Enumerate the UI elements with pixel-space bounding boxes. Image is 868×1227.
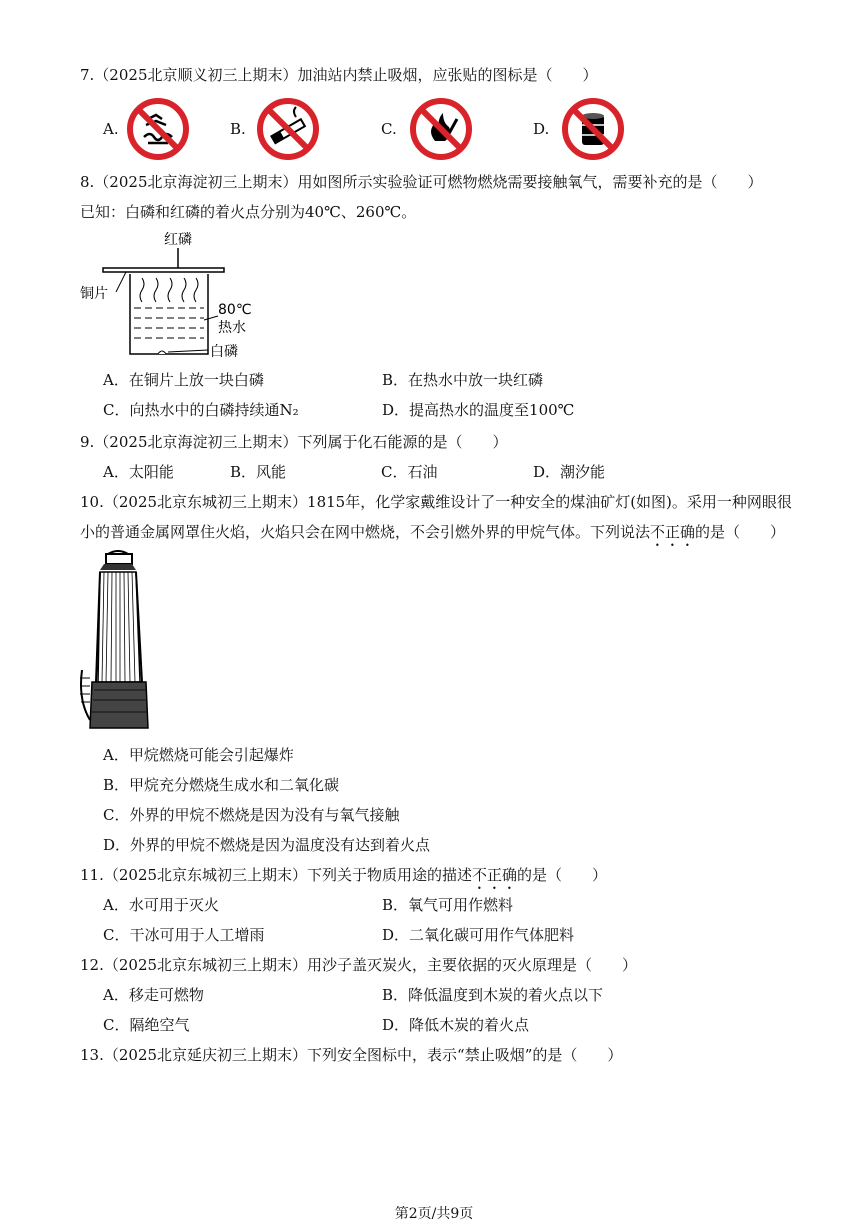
q9-option-c: C．石油 [381, 463, 438, 481]
q7-option-a-label: A. [103, 120, 119, 138]
q7-stem: 7.（2025北京顺义初三上期末）加油站内禁止吸烟，应张贴的图标是（ ） [80, 66, 598, 84]
q10-emphasis-not-correct: 不正确 [650, 523, 696, 541]
figure-label-hot-water: 热水 [218, 320, 246, 336]
figure-label-temperature: 80℃ [218, 302, 252, 318]
q7-option-b-label: B. [230, 120, 246, 138]
no-smoking-sign-icon [256, 97, 320, 161]
q8-option-a: A．在铜片上放一块白磷 [103, 371, 264, 389]
q9-option-b: B．风能 [230, 463, 287, 481]
q8-option-c: C．向热水中的白磷持续通N₂ [103, 401, 299, 419]
q8-known: 已知：白磷和红磷的着火点分别为40℃、260℃。 [80, 203, 417, 221]
q11-option-d: D．二氧化碳可用作气体肥料 [382, 926, 575, 944]
q7-option-d-label: D. [533, 120, 550, 138]
q9-option-a: A．太阳能 [103, 463, 174, 481]
no-stacking-sign-icon [561, 97, 625, 161]
q10-option-d: D．外界的甲烷不燃烧是因为温度没有达到着火点 [103, 836, 431, 854]
q11-stem-part-3: 的是（ ） [517, 866, 608, 884]
q10-stem-part-3: 的是（ ） [695, 523, 786, 541]
q8-option-b: B．在热水中放一块红磷 [382, 371, 544, 389]
q7-option-c-label: C. [381, 120, 397, 138]
figure-label-red-phosphorus: 红磷 [164, 232, 192, 248]
q11-emphasis-not-correct: 不正确 [472, 866, 518, 884]
q11-stem-part-1: 11.（2025北京东城初三上期末）下列关于物质用途的描述 [80, 866, 473, 884]
q12-option-c: C．隔绝空气 [103, 1016, 190, 1034]
q12-option-d: D．降低木炭的着火点 [382, 1016, 530, 1034]
figure-label-white-phosphorus: 白磷 [210, 344, 238, 360]
q10-stem-part-1: 小的普通金属网罩住火焰，火焰只会在网中燃烧，不会引燃外界的甲烷气体。下列说法 [80, 523, 651, 541]
davy-safety-lamp-figure [78, 550, 158, 732]
q9-option-d: D．潮汐能 [533, 463, 606, 481]
q10-stem-line-1: 10.（2025北京东城初三上期末）1815年，化学家戴维设计了一种安全的煤油矿灯(如图)。采用一种网眼很 [80, 493, 792, 511]
combustion-experiment-figure [78, 228, 278, 362]
q10-stem-line-2 [80, 522, 785, 550]
q11-option-c: C．干冰可用于人工增雨 [103, 926, 265, 944]
page-number-footer: 第2页/共9页 [394, 1206, 474, 1222]
figure-label-copper-sheet: 铜片 [80, 286, 108, 302]
no-fire-flammable-sign-icon [126, 97, 190, 161]
q10-option-c: C．外界的甲烷不燃烧是因为没有与氧气接触 [103, 806, 400, 824]
q11-option-a: A．水可用于灭火 [103, 896, 219, 914]
q8-option-d: D．提高热水的温度至100℃ [382, 401, 575, 419]
q12-option-a: A．移走可燃物 [103, 986, 204, 1004]
q11-option-b: B．氧气可用作燃料 [382, 896, 514, 914]
q10-option-a: A．甲烷燃烧可能会引起爆炸 [103, 746, 294, 764]
q13-stem: 13.（2025北京延庆初三上期末）下列安全图标中，表示“禁止吸烟”的是（ ） [80, 1046, 623, 1064]
q11-stem [80, 865, 607, 893]
q9-stem: 9.（2025北京海淀初三上期末）下列属于化石能源的是（ ） [80, 433, 508, 451]
q12-stem: 12.（2025北京东城初三上期末）用沙子盖灭炭火，主要依据的灭火原理是（ ） [80, 956, 638, 974]
q10-option-b: B．甲烷充分燃烧生成水和二氧化碳 [103, 776, 340, 794]
q12-option-b: B．降低温度到木炭的着火点以下 [382, 986, 604, 1004]
q8-stem: 8.（2025北京海淀初三上期末）用如图所示实验验证可燃物燃烧需要接触氧气，需要补充的是（ ） [80, 173, 763, 191]
no-open-flame-sign-icon [409, 97, 473, 161]
